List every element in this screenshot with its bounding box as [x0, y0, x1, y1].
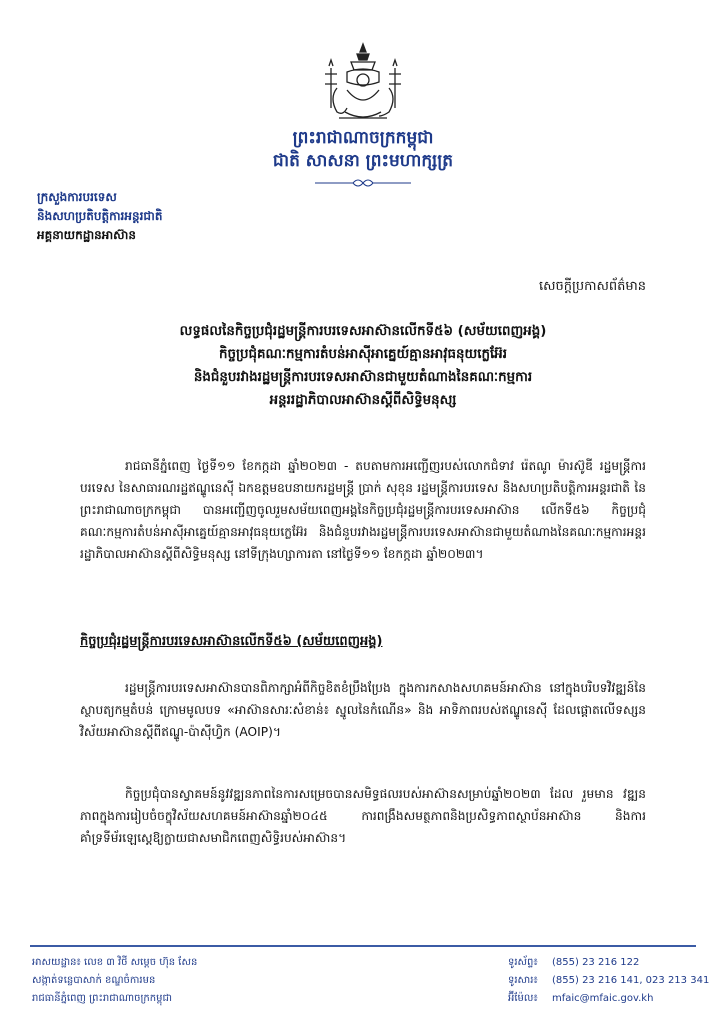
title-line: កិច្ចប្រជុំគណៈកម្មការតំបន់អាស៊ីអាគ្នេយ៍គ្មានអាវុធនុយក្លេអ៊ែរ — [219, 347, 507, 362]
ministry-name: ក្រសួងការបរទេស — [37, 190, 117, 204]
fax-number: (855) 23 216 141, 023 213 341 — [552, 975, 710, 986]
footer-divider — [30, 945, 696, 947]
title-line: និងជំនួបរវាងរដ្ឋមន្ត្រីការបរទេសអាស៊ានជាមួយតំណាងនៃគណៈកម្មការ — [193, 370, 533, 385]
paragraph-intro: រាជធានីភ្នំពេញ ថ្ងៃទី១១ ខែកក្កដា ឆ្នាំ២០២៣ - តបតាមការអញ្ជើញរបស់លោកជំទាវ រ៉េតណូ ម៉ារស៊ូឌី រដ្ឋមន្ត្រីការបរទេស នៃសាធារណរដ្ឋឥណ្ឌូនេស៊ី ឯកឧត្តមឧបនាយករដ្ឋមន្ត្រី ប្រាក់ សុខុន រដ្ឋមន្ត្រីការបរទេស និងសហប្រតិបត្តិការអន្តរជាតិ នៃព្រះរាជាណាចក្រកម្ពុជា បានអញ្ជើញចូលរួមសម័យពេញអង្គនៃកិច្ចប្រជុំរដ្ឋមន្ត្រីការបរទេសអាស៊ាន លើកទី៥៦ កិច្ចប្រជុំគណៈកម្មការតំបន់អាស៊ីអាគ្នេយ៍គ្មានអាវុធនុយក្លេអ៊ែរ និងជំនួបរវាងរដ្ឋមន្ត្រីការបរទេសអាស៊ានជាមួយតំណាងនៃគណៈកម្មការអន្តររដ្ឋាភិបាលអាស៊ានស្តីពីសិទ្ធិមនុស្ស នៅទីក្រុងហ្សាការតា នៅថ្ងៃទី១១ ខែកក្កដា ឆ្នាំ២០២៣។ — [80, 459, 646, 561]
email-label: អ៊ីម៉ែល៖ — [508, 993, 538, 1004]
section-heading: កិច្ចប្រជុំរដ្ឋមន្ត្រីការបរទេសអាស៊ានលើកទី៥៦ (សម័យពេញអង្គ) — [80, 634, 383, 649]
footer-contacts — [508, 954, 709, 1008]
address-label: អាសយដ្ឋាន៖ — [32, 957, 81, 968]
ministry-name-cont: និងសហប្រតិបត្តិការអន្តរជាតិ — [37, 209, 163, 223]
address-line: សង្កាត់ទន្លេបាសាក់ ខណ្ឌចំការមន — [32, 975, 156, 986]
title-line: លទ្ធផលនៃកិច្ចប្រជុំរដ្ឋមន្ត្រីការបរទេសអាស៊ានលើកទី៥៦ (សម័យពេញអង្គ) — [179, 324, 547, 339]
address-line: រាជធានីភ្នំពេញ ព្រះរាជាណាចក្រកម្ពុជា — [32, 993, 172, 1004]
ornament-divider-icon — [313, 177, 413, 189]
document-type: សេចក្តីប្រកាសព័ត៌មាន — [538, 279, 646, 294]
fax-label: ទូរសារ៖ — [508, 975, 538, 986]
email-link[interactable]: mfaic@mfaic.gov.kh — [552, 993, 654, 1004]
royal-emblem-icon — [317, 40, 409, 126]
paragraph-achievements: កិច្ចប្រជុំបានស្វាគមន៍នូវវឌ្ឍនភាពនៃការសម្រេចបានសមិទ្ធផលរបស់អាស៊ានសម្រាប់ឆ្នាំ២០២៣ ដែល រួមមាន វឌ្ឍនភាពក្នុងការរៀបចំចក្ខុវិស័យសហគមន៍អាស៊ានឆ្នាំ២០៤៥ ការពង្រឹងសមត្ថភាពនិងប្រសិទ្ធភាពស្ថាប័នអាស៊ាន និងការគាំទ្រទីម័រឡេស្តេឱ្យក្លាយជាសមាជិកពេញសិទ្ធិរបស់អាស៊ាន។ — [80, 787, 646, 845]
phone-label: ទូរស័ព្ទ៖ — [508, 957, 538, 968]
department-name: អគ្គនាយកដ្ឋានអាស៊ាន — [37, 228, 137, 242]
address-line: លេខ ៣ វិថី សម្តេច ហ៊ុន សែន — [84, 957, 198, 968]
kingdom-name: ព្រះរាជាណាចក្រកម្ពុជា — [292, 128, 434, 148]
national-motto: ជាតិ សាសនា ព្រះមហាក្សត្រ — [272, 151, 454, 171]
phone-number: (855) 23 216 122 — [552, 957, 640, 968]
footer-address — [32, 954, 197, 1008]
ministry-block — [37, 188, 162, 245]
paragraph-discussion: រដ្ឋមន្ត្រីការបរទេសអាស៊ានបានពិភាក្សាអំពីកិច្ចខិតខំប្រឹងប្រែង ក្នុងការកសាងសហគមន៍អាស៊ាន នៅក្នុងបរិបទវិវឌ្ឍន៍នៃស្ថាបត្យកម្មតំបន់ ក្រោមមូលបទ «អាស៊ានសារៈសំខាន់៖ ស្នូលនៃកំណើន» និង អាទិភាពរបស់ឥណ្ឌូនេស៊ី ដែលផ្តោតលើទស្សនវិស័យអាស៊ានស្តីពីឥណ្ឌូ-ប៉ាស៊ីហ្វិក (AOIP)។ — [80, 681, 646, 739]
title-line: អន្តររដ្ឋាភិបាលអាស៊ានស្តីពីសិទ្ធិមនុស្ស — [269, 393, 457, 408]
document-title — [80, 320, 646, 412]
